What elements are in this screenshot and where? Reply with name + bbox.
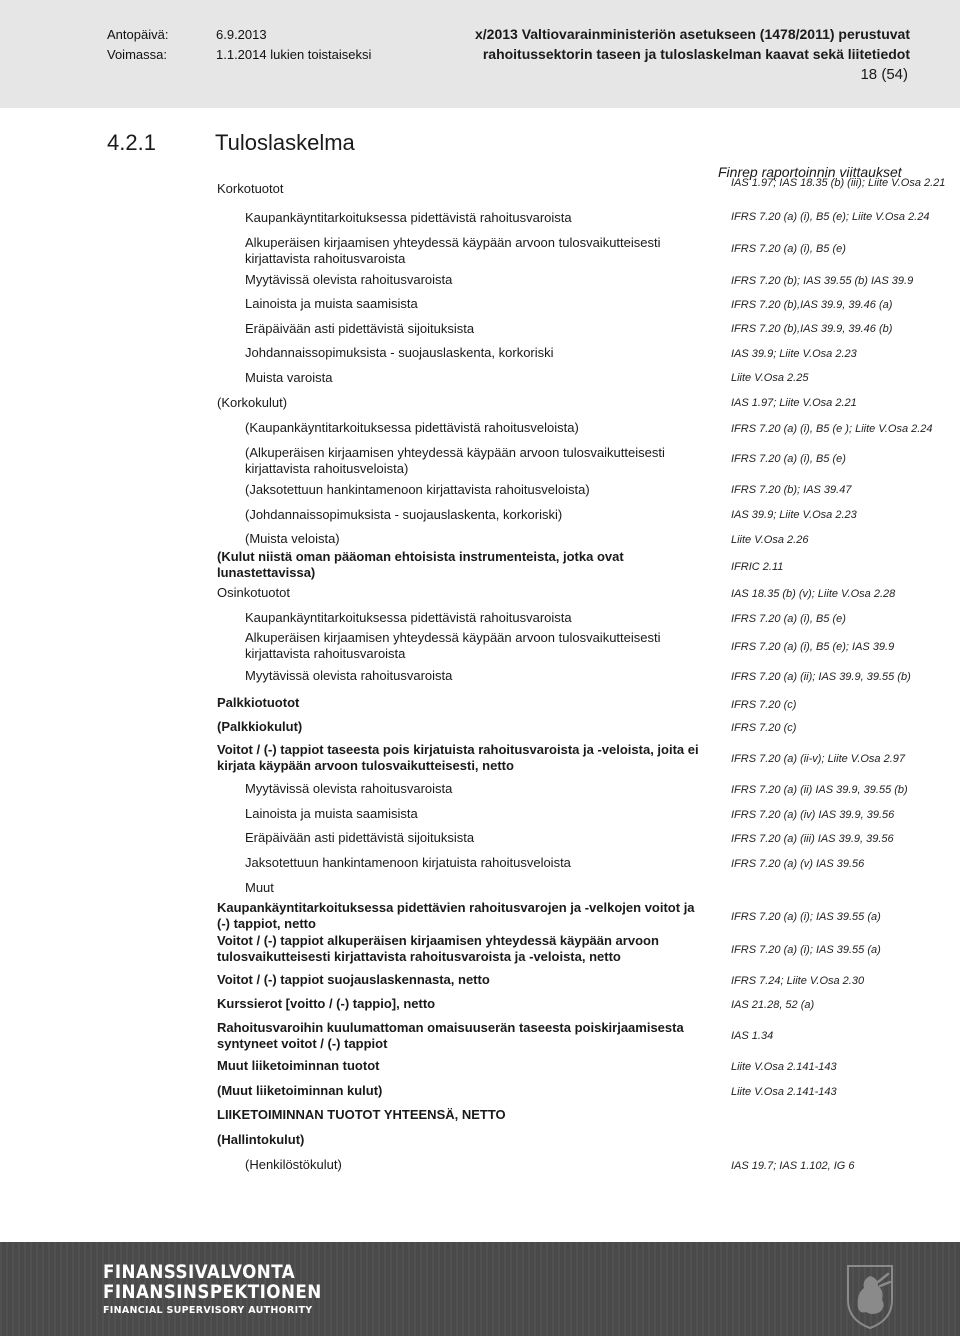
line-item-label: Lainoista ja muista saamisista [245,296,418,311]
line-item-label: Lainoista ja muista saamisista [245,806,418,821]
line-item-label: (Johdannaissopimuksista - suojauslaskenta, korkoriski) [245,507,563,522]
line-item-label: Myytävissä olevista rahoitusvaroista [245,781,453,796]
line-item-label: Kurssierot [voitto / (-) tappio], netto [217,996,436,1011]
line-item-label: Alkuperäisen kirjaamisen yhteydessä käypään arvoon tulosvaikutteisesti kirjattavista rahoitusvaroista [245,235,661,266]
line-item-reference: IFRS 7.20 (a) (ii); IAS 39.9, 39.55 (b) [731,671,911,683]
line-item-label: (Korkokulut) [217,395,288,410]
lion-emblem-icon [840,1260,900,1332]
line-item-reference: IFRS 7.20 (a) (i), B5 (e) [731,243,846,255]
line-item-label: Voitot / (-) tappiot suojauslaskennasta, netto [217,972,490,987]
line-item-reference: IFRS 7.20 (a) (i), B5 (e ); Liite V.Osa 2.24 [731,423,933,435]
line-item-label: (Kaupankäyntitarkoituksessa pidettävistä rahoitusveloista) [245,420,579,435]
line-item-label: Muut [245,880,274,895]
page-footer [0,1242,960,1336]
line-item-label: Kaupankäyntitarkoituksessa pidettävien rahoitusvarojen ja -velkojen voitot ja (-) tappiot, netto [217,900,695,931]
line-item-label: Kaupankäyntitarkoituksessa pidettävistä rahoitusvaroista [245,610,572,625]
line-item-reference: IFRS 7.20 (a) (i), B5 (e); Liite V.Osa 2.24 [731,211,930,223]
line-item-label: (Hallintokulut) [217,1132,305,1147]
line-item-reference: Liite V.Osa 2.25 [731,372,809,384]
issued-label: Antopäivä: [107,27,169,42]
line-item-label: (Muista veloista) [245,531,340,546]
line-item-reference: IFRS 7.20 (c) [731,699,797,711]
line-item-reference: IAS 1.97; IAS 18.35 (b) (iii); Liite V.Osa 2.21 [731,177,946,189]
refs-column-heading: Finrep raportoinnin viittaukset [718,164,902,180]
line-item-reference: IFRS 7.20 (a) (i); IAS 39.55 (a) [731,911,881,923]
line-item-reference: IAS 19.7; IAS 1.102, IG 6 [731,1160,855,1172]
section-title: Tuloslaskelma [215,130,355,155]
line-item-reference: IFRS 7.20 (a) (iv) IAS 39.9, 39.56 [731,809,895,821]
line-item-reference: IFRIC 2.11 [731,561,784,573]
line-item-label: Rahoitusvaroihin kuulumattoman omaisuuserän taseesta poiskirjaamisesta syntyneet voitot / (-) tappiot [217,1020,684,1051]
document-title-line2: rahoitussektorin taseen ja tuloslaskelman kaavat sekä liitetiedot [482,46,910,62]
logo-line-1: FINANSSIVALVONTA [103,1261,296,1283]
line-item-label: (Henkilöstökulut) [245,1157,342,1172]
line-item-label: (Palkkiokulut) [217,719,303,734]
line-item-reference: IAS 21.28, 52 (a) [731,999,815,1011]
line-item-label: (Kulut niistä oman pääoman ehtoisista instrumenteista, jotka ovat lunastettavissa) [217,549,624,580]
line-item-reference: IFRS 7.20 (a) (iii) IAS 39.9, 39.56 [731,833,894,845]
line-item-label: Korkotuotot [217,181,284,196]
line-item-label: Kaupankäyntitarkoituksessa pidettävistä rahoitusvaroista [245,210,572,225]
line-item-label: Myytävissä olevista rahoitusvaroista [245,272,453,287]
line-item-reference: IFRS 7.20 (b),IAS 39.9, 39.46 (b) [731,323,893,335]
logo-line-2: FINANSINSPEKTIONEN [103,1281,322,1303]
line-item-reference: IAS 1.97; Liite V.Osa 2.21 [731,397,857,409]
section-number: 4.2.1 [107,130,156,155]
line-item-label: Jaksotettuun hankintamenoon kirjatuista rahoitusveloista [245,855,571,870]
line-item-reference: IFRS 7.24; Liite V.Osa 2.30 [731,975,865,987]
logo-line-3: FINANCIAL SUPERVISORY AUTHORITY [103,1305,313,1316]
line-item-reference: IFRS 7.20 (a) (i), B5 (e) [731,453,846,465]
line-item-reference: IAS 1.34 [731,1030,774,1042]
line-item-reference: IFRS 7.20 (a) (i), B5 (e) [731,613,846,625]
line-item-reference: IAS 39.9; Liite V.Osa 2.23 [731,348,857,360]
line-item-label: Johdannaissopimuksista - suojauslaskenta, korkoriski [245,345,554,360]
line-item-reference: IFRS 7.20 (b),IAS 39.9, 39.46 (a) [731,299,893,311]
logo [103,1262,352,1316]
line-item-label: (Muut liiketoiminnan kulut) [217,1083,383,1098]
line-item-reference: IFRS 7.20 (b); IAS 39.47 [731,484,852,496]
line-item-reference: IFRS 7.20 (b); IAS 39.55 (b) IAS 39.9 [731,275,914,287]
line-item-label: Muut liiketoiminnan tuotot [217,1058,380,1073]
line-item-reference: IFRS 7.20 (a) (v) IAS 39.56 [731,858,865,870]
line-item-label: Alkuperäisen kirjaamisen yhteydessä käypään arvoon tulosvaikutteisesti kirjattavista rahoitusvaroista [245,630,661,661]
line-item-label: Muista varoista [245,370,333,385]
document-title-line1: x/2013 Valtiovarainministeriön asetukseen (1478/2011) perustuvat [475,26,910,42]
line-item-reference: IAS 39.9; Liite V.Osa 2.23 [731,509,857,521]
page-number: 18 (54) [860,66,908,83]
line-item-reference: IAS 18.35 (b) (v); Liite V.Osa 2.28 [731,588,896,600]
line-item-reference: Liite V.Osa 2.26 [731,534,809,546]
issued-date: 6.9.2013 [216,27,267,42]
line-item-reference: IFRS 7.20 (a) (ii-v); Liite V.Osa 2.97 [731,753,906,765]
line-item-label: Voitot / (-) tappiot taseesta pois kirjatuista rahoitusvaroista ja -veloista, joita ei kirjata käypään arvoon tulosvaikutteisesti, netto [217,742,699,773]
line-item-label: LIIKETOIMINNAN TUOTOT YHTEENSÄ, NETTO [217,1107,506,1122]
line-item-label: Voitot / (-) tappiot alkuperäisen kirjaamisen yhteydessä käypään arvoon tulosvaikutteisesti kirjattavista rahoitusvaroista ja -veloista, netto [217,933,659,964]
line-item-reference: IFRS 7.20 (c) [731,722,797,734]
line-item-label: Osinkotuotot [217,585,290,600]
line-item-label: (Jaksotettuun hankintamenoon kirjattavista rahoitusveloista) [245,482,590,497]
line-item-reference: IFRS 7.20 (a) (i), B5 (e); IAS 39.9 [731,641,895,653]
line-item-label: Eräpäivään asti pidettävistä sijoituksista [245,321,475,336]
line-item-label: Myytävissä olevista rahoitusvaroista [245,668,453,683]
valid-label: Voimassa: [107,47,167,62]
line-item-label: Eräpäivään asti pidettävistä sijoituksista [245,830,475,845]
line-item-reference: IFRS 7.20 (a) (ii) IAS 39.9, 39.55 (b) [731,784,908,796]
line-item-reference: Liite V.Osa 2.141-143 [731,1061,837,1073]
line-item-label: (Alkuperäisen kirjaamisen yhteydessä käypään arvoon tulosvaikutteisesti kirjattavista rahoitusveloista) [245,445,665,476]
valid-value: 1.1.2014 lukien toistaiseksi [216,47,372,62]
line-item-reference: IFRS 7.20 (a) (i); IAS 39.55 (a) [731,944,881,956]
line-item-reference: Liite V.Osa 2.141-143 [731,1086,837,1098]
line-item-label: Palkkiotuotot [217,695,300,710]
